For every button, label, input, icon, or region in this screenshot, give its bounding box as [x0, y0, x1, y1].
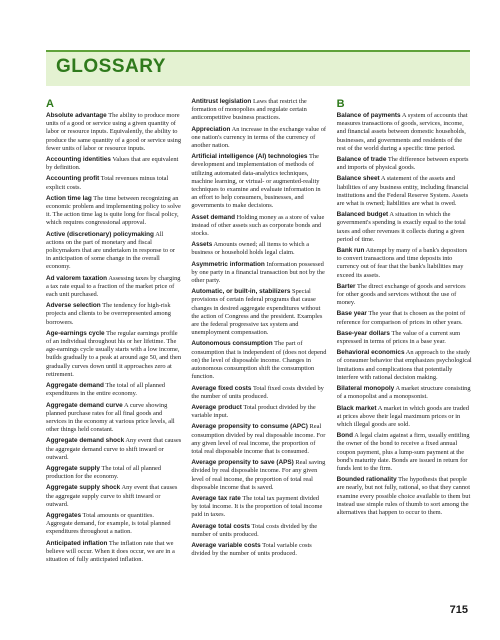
glossary-entry	[337, 112, 472, 153]
glossary-entry	[337, 211, 472, 244]
glossary-term: Artificial intelligence (AI) technologies	[191, 153, 308, 161]
glossary-definition: The regular earnings profile of an individual throughout his or her lifetime. The age-earnings cycle usually starts with a low income, builds gradually to a peak at around age 50, and then gradually curves down until it approaches zero at retirement.	[46, 329, 182, 378]
glossary-definition: A legal claim against a firm, usually entitling the owner of the bond to receive a fixed annual coupon payment, plus a lump-sum payment at the bond's maturity date. Bonds are issued in return for funds lent to the firm.	[336, 432, 470, 472]
glossary-entry	[337, 349, 472, 382]
glossary-definition: Total fixed costs divided by the number of units produced.	[191, 384, 324, 400]
glossary-entry	[191, 340, 326, 381]
glossary-definition: The time between recognizing an economic problem and implementing policy to solve it. The action time lag is quite long for fiscal policy, which requires congressional approval.	[46, 194, 181, 227]
glossary-definition: Values that are equivalent by definition.	[46, 156, 179, 172]
glossary-definition: Amounts owned; all items to which a business or household holds legal claim.	[191, 241, 310, 257]
glossary-term: Base-year dollars	[336, 329, 390, 337]
glossary-definition: Real consumption divided by real disposable income. For any given level of real income, the proportion of total real disposable income that is consumed.	[191, 423, 326, 455]
glossary-definition: Information possessed by one party in a financial transaction but not by the other party.	[191, 260, 325, 285]
glossary-term: Action time lag	[46, 194, 92, 202]
glossary-entry	[46, 382, 181, 398]
glossary-definition: Holding money as a store of value instead of other assets such as corporate bonds and stocks.	[191, 213, 325, 238]
section-letter: B	[336, 98, 345, 110]
glossary-term: Bond	[336, 432, 353, 440]
glossary-term: Aggregate supply shock	[46, 484, 121, 492]
glossary-definition: The part of consumption that is independent of (does not depend on) the level of disposable income. Changes in autonomous consumption shift the consumption function.	[191, 340, 327, 381]
glossary-entry	[191, 241, 326, 257]
glossary-term: Asset demand	[191, 213, 236, 221]
glossary-term: Bank run	[336, 247, 365, 255]
glossary-definition: A system of accounts that measures transactions of goods, services, income, and financial assets between domestic households, businesses, and governments and residents of the rest of the world during a specific time period.	[336, 112, 468, 152]
glossary-term: Average total costs	[191, 522, 251, 530]
section-letter: A	[46, 98, 54, 110]
glossary-term: Antitrust legislation	[191, 98, 252, 105]
glossary-term: Automatic, or built-in, stabilizers	[191, 288, 291, 296]
glossary-entry	[191, 288, 326, 337]
glossary-entry	[191, 261, 326, 286]
glossary-definition: Total costs divided by the number of units produced.	[191, 522, 318, 538]
glossary-entry	[191, 153, 326, 210]
glossary-column-1	[46, 98, 181, 618]
glossary-definition: Assessing taxes by charging a tax rate equal to a fraction of the market price of each unit purchased.	[46, 274, 181, 299]
glossary-term: Age-earnings cycle	[46, 329, 105, 337]
glossary-entry	[337, 175, 472, 208]
glossary-definition: A market structure consisting of a monopolist and a monopsonist.	[336, 385, 471, 401]
glossary-term: Average product	[191, 403, 242, 411]
glossary-entry	[191, 523, 326, 539]
glossary-definition: Any event that causes the aggregate supply curve to shift inward or outward.	[46, 484, 178, 508]
glossary-term: Base year	[336, 310, 367, 318]
glossary-term: Bounded rationality	[336, 476, 397, 484]
glossary-term: Accounting identities	[46, 156, 111, 164]
glossary-term: Aggregate supply	[46, 464, 100, 472]
glossary-definition: Total variable costs divided by the number of units produced.	[191, 541, 312, 558]
glossary-definition: The total of all planned production for the economy.	[46, 464, 162, 481]
glossary-entry	[337, 310, 472, 326]
glossary-entry	[46, 540, 181, 565]
glossary-entry	[191, 459, 326, 492]
glossary-definition: An increase in the exchange value of one nation's currency in terms of the currency of another nation.	[191, 125, 327, 150]
glossary-definition: Total revenues minus total explicit costs.	[46, 175, 169, 191]
glossary-term: Absolute advantage	[46, 112, 107, 119]
glossary-definition: The direct exchange of goods and services for other goods and services without the use of money.	[336, 282, 466, 307]
glossary-entry	[46, 512, 181, 537]
glossary-term: Asymmetric information	[191, 260, 265, 268]
glossary-term: Autonomous consumption	[191, 340, 273, 348]
glossary-term: Black market	[336, 404, 377, 412]
glossary-entry	[191, 126, 326, 151]
page-title: GLOSSARY	[56, 56, 166, 77]
glossary-term: Behavioral economics	[336, 349, 405, 357]
glossary-entry	[337, 247, 472, 280]
glossary-term: Average tax rate	[191, 494, 241, 502]
glossary-term: Average variable costs	[191, 541, 261, 549]
glossary-definition: Special provisions of certain federal programs that cause changes in desired aggregate expenditures without the action of Congress and the president. Examples are the federal progressive tax system and unemployment compensation.	[191, 288, 323, 337]
glossary-definition: Any event that causes the aggregate demand curve to shift inward or outward.	[46, 437, 182, 461]
glossary-term: Balanced budget	[336, 211, 389, 219]
glossary-entry	[46, 112, 181, 153]
glossary-definition: All actions on the part of monetary and fiscal policymakers that are undertaken in response to or in anticipation of some change in the overall economy.	[46, 230, 176, 271]
glossary-definition: A situation in which the government's spending is exactly equal to the total taxes and other revenues it collects during a given period of time.	[336, 211, 466, 243]
glossary-entry	[191, 423, 326, 456]
glossary-entry	[191, 98, 326, 123]
glossary-entry	[337, 385, 472, 401]
glossary-term: Ad valorem taxation	[46, 274, 108, 282]
glossary-definition: Laws that restrict the formation of monopolies and regulate certain anticompetitive business practices.	[191, 98, 307, 122]
glossary-definition: The hypothesis that people are nearly, but not fully, rational, so that they cannot examine every possible choice available to them but instead use simple rules of thumb to sort among the alternatives that happen to occur to them.	[336, 476, 471, 516]
glossary-term: Assets	[191, 241, 213, 249]
glossary-entry	[46, 175, 181, 191]
glossary-entry	[46, 275, 181, 300]
glossary-columns	[46, 98, 472, 618]
glossary-term: Barter	[336, 282, 356, 290]
glossary-term: Adverse selection	[46, 302, 101, 310]
glossary-definition: A market in which goods are traded at prices above their legal maximum prices or in which illegal goods are sold.	[336, 404, 469, 428]
glossary-definition: The inflation rate that we believe will occur. When it does occur, we are in a situation of fully anticipated inflation.	[46, 539, 175, 563]
glossary-entry	[46, 465, 181, 481]
glossary-entry	[46, 402, 181, 435]
glossary-term: Balance sheet	[336, 175, 380, 183]
glossary-definition: A curve showing planned purchase rates for all final goods and services in the economy at various price levels, all other things held constant.	[46, 401, 175, 434]
glossary-entry	[191, 542, 326, 558]
glossary-term: Balance of trade	[336, 156, 387, 164]
glossary-definition: The value of a current sum expressed in terms of prices in a base year.	[336, 329, 461, 346]
glossary-entry	[337, 156, 472, 172]
glossary-definition: An approach to the study of consumer behavior that emphasizes psychological limitations and complications that potentially interfere with rational decision making.	[336, 349, 472, 381]
glossary-entry	[46, 330, 181, 379]
glossary-term: Average propensity to save (APS)	[191, 459, 294, 467]
glossary-definition: The total tax payment divided by total income. It is the proportion of total income paid in taxes.	[191, 494, 323, 519]
glossary-definition: The tendency for high-risk projects and clients to be overrepresented among borrowers.	[46, 302, 171, 326]
glossary-term: Accounting profit	[46, 175, 100, 183]
glossary-term: Average fixed costs	[191, 384, 252, 392]
glossary-entry	[46, 156, 181, 172]
glossary-definition: Attempt by many of a bank's depositors to convert transactions and time deposits into currency out of fear that the bank's liabilities may exceed its assets.	[336, 247, 468, 279]
glossary-term: Active (discretionary) policymaking	[46, 230, 154, 238]
glossary-definition: A statement of the assets and liabilities of any business entity, including financial institutions and the Federal Reserve System. Assets are what is owned; liabilities are what is owed.	[336, 175, 469, 208]
glossary-term: Balance of payments	[336, 112, 401, 119]
glossary-entry	[337, 405, 472, 430]
glossary-term: Average propensity to consume (APC)	[191, 423, 308, 431]
page-number: 715	[449, 604, 468, 616]
glossary-entry	[46, 302, 181, 327]
glossary-definition: Total product divided by the variable input.	[191, 403, 316, 420]
glossary-entry	[46, 231, 181, 272]
glossary-entry	[191, 385, 326, 401]
glossary-entry	[337, 283, 472, 308]
glossary-term: Anticipated inflation	[46, 539, 108, 547]
glossary-definition: The difference between exports and imports of physical goods.	[336, 156, 469, 172]
glossary-definition: Total amounts or quantities. Aggregate demand, for example, is total planned expenditures throughout a nation.	[46, 511, 171, 536]
glossary-term: Aggregate demand shock	[46, 437, 125, 445]
glossary-definition: The development and implementation of methods of utilizing automated data-analytics techniques, machine learning, or virtual- or augmented-reality techniques to examine and evaluate information in an effort to help consumers, businesses, and governments to make decisions.	[191, 153, 321, 210]
glossary-term: Aggregate demand curve	[46, 401, 123, 409]
glossary-term: Appreciation	[191, 125, 231, 133]
glossary-column-2	[191, 98, 326, 618]
glossary-definition: The ability to produce more units of a good or service using a given quantity of labor or resource inputs. Equivalently, the ability to produce the same quantity of a good or service using fewer units of labor or resource inputs.	[46, 112, 182, 152]
glossary-term: Aggregate demand	[46, 382, 104, 390]
glossary-column-3	[337, 98, 472, 618]
glossary-entry	[46, 484, 181, 509]
glossary-entry	[337, 432, 472, 473]
glossary-header-band	[46, 50, 470, 86]
glossary-definition: The total of all planned expenditures in the entire economy.	[46, 382, 166, 398]
glossary-definition: Real saving divided by real disposable income. For any given level of real income, the proportion of total real disposable income that is saved.	[191, 459, 326, 491]
glossary-entry	[337, 476, 472, 517]
glossary-entry	[46, 437, 181, 462]
glossary-definition: The year that is chosen as the point of reference for comparison of prices in other years.	[336, 310, 466, 326]
glossary-entry	[191, 404, 326, 420]
glossary-term: Bilateral monopoly	[336, 385, 395, 393]
glossary-entry	[46, 195, 181, 228]
glossary-entry	[337, 330, 472, 346]
glossary-term: Aggregates	[46, 511, 82, 519]
glossary-entry	[191, 214, 326, 239]
glossary-entry	[191, 495, 326, 520]
